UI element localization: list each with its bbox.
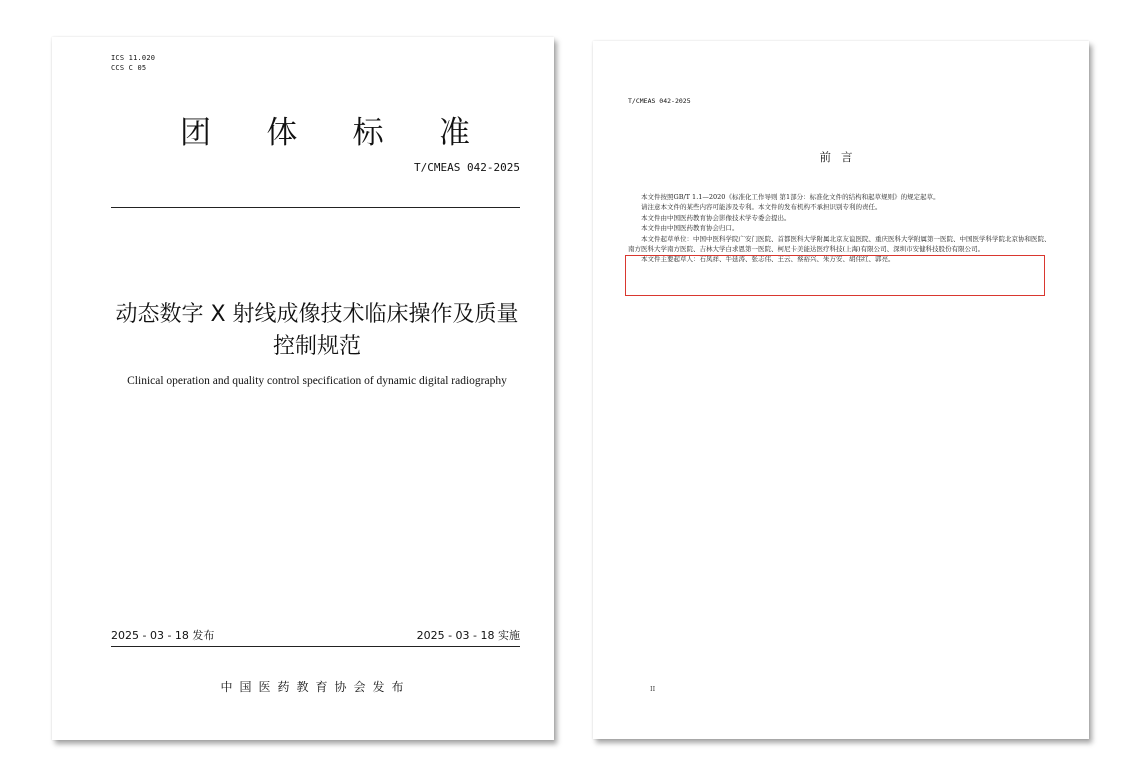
foreword-body — [628, 192, 1053, 265]
paragraph: 本文件由中国医药教育协会归口。 — [641, 224, 739, 233]
highlight-box — [625, 255, 1045, 296]
classification-codes — [111, 53, 155, 73]
document-title-line: 控制规范 — [272, 334, 361, 359]
page-number: II — [650, 685, 656, 693]
publish-date: 2025 - 03 - 18 发布 — [111, 629, 215, 642]
title-char: 标 — [352, 115, 384, 151]
standard-number: T/CMEAS 042-2025 — [414, 161, 520, 174]
cover-page — [52, 37, 554, 740]
title-char: 体 — [266, 115, 298, 151]
publisher: 中国医药教育协会发布 — [220, 680, 411, 694]
title-char: 准 — [438, 115, 470, 151]
paragraph: 本文件由中国医药教育协会影像技术学专委会提出。 — [641, 213, 791, 222]
standard-type-title — [180, 113, 470, 153]
title-char: 团 — [180, 115, 211, 151]
header-standard-number: T/CMEAS 042-2025 — [628, 97, 691, 105]
foreword-page — [593, 41, 1089, 739]
paragraph: 本文件主要起草人：石凤祥、牛延涛、张志伟、王云、蔡裕兴、朱万安、胡伟红、郭亮。 — [641, 255, 895, 264]
foreword-title: 前言 — [819, 150, 863, 164]
ccs-code: CCS C 05 — [111, 64, 147, 72]
paragraph-drafting-units: 本文件起草单位：中国中医科学院广安门医院、首都医科大学附属北京友谊医院、重庆医科大学附属第一医院、中国医学科学院北京协和医院、南方医科大学南方医院、吉林大学白求恩第一医院、柯尼卡美能达医疗科技(上海)有限公司、深圳市安健科技股份有限公司。 — [628, 234, 1051, 254]
paragraph: 请注意本文件的某些内容可能涉及专利。本文件的发布机构不承担识别专利的责任。 — [641, 203, 882, 212]
ics-code: ICS 11.020 — [111, 54, 156, 62]
document-title-cn — [82, 299, 552, 363]
divider-line — [111, 207, 520, 208]
implement-date: 2025 - 03 - 18 实施 — [416, 629, 520, 642]
document-title-en: Clinical operation and quality control specification of dynamic digital radiography — [127, 375, 507, 387]
paragraph: 本文件按照GB/T 1.1—2020《标准化工作导则 第1部分：标准化文件的结构和起草规则》的规定起草。 — [641, 193, 940, 201]
dates-row — [111, 628, 520, 647]
document-title-line: 动态数字 X 射线成像技术临床操作及质量 — [115, 302, 519, 327]
